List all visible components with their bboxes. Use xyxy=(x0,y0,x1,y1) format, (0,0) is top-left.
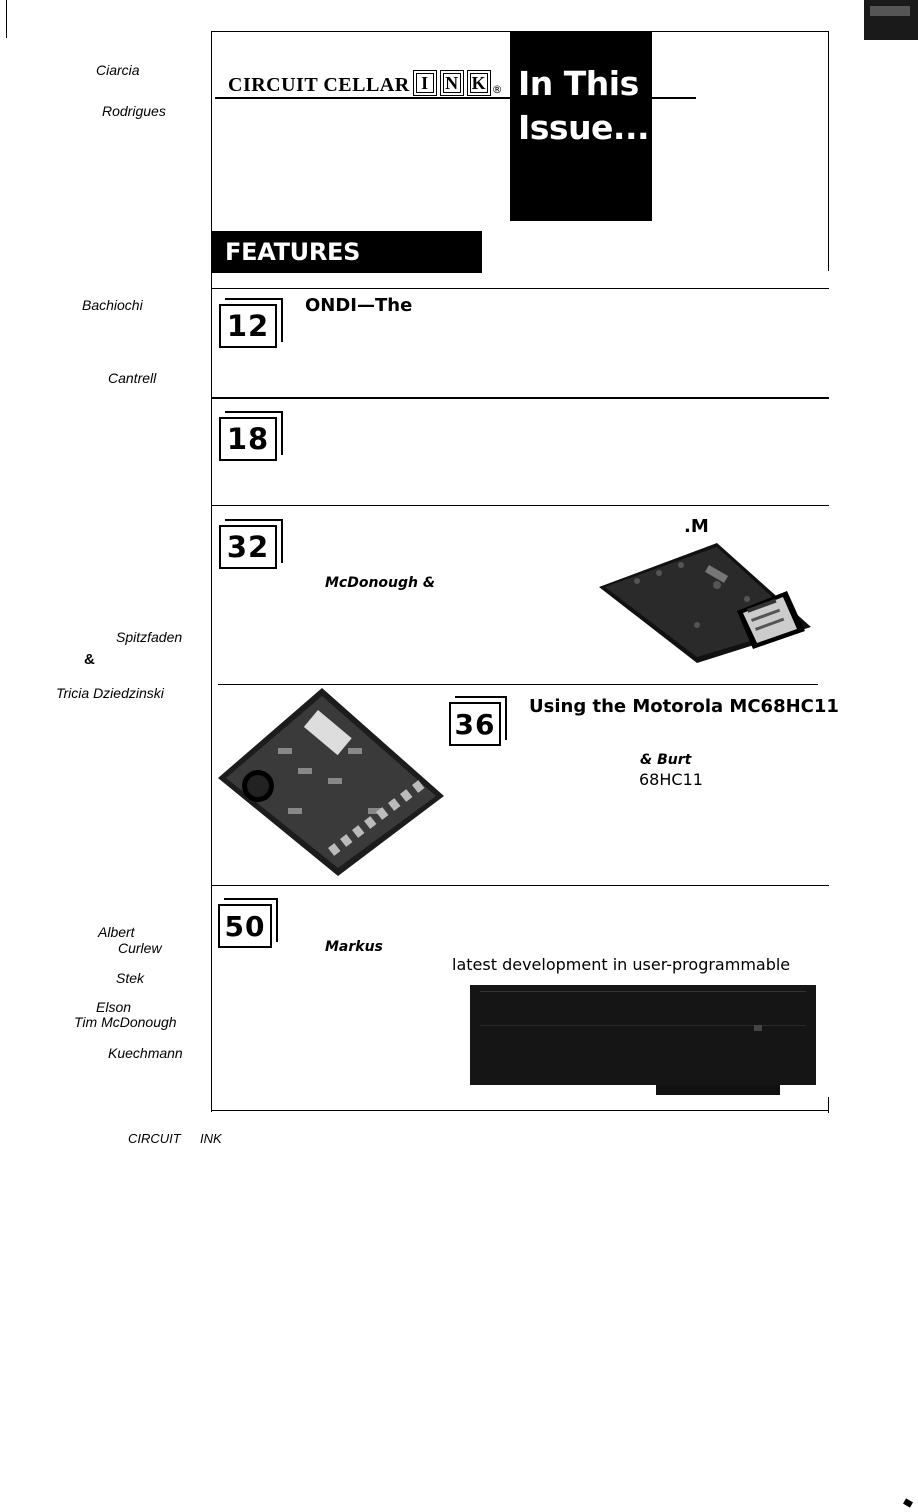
logo-text: CIRCUIT CELLAR xyxy=(228,74,410,96)
issue-title-line2: Issue... xyxy=(518,108,650,147)
article-12-title: ONDI—The xyxy=(305,295,413,316)
registered-mark: ® xyxy=(491,83,503,96)
separator-1 xyxy=(211,288,829,289)
article-50-text: latest development in user-programmable xyxy=(452,955,791,974)
page-edge-mark xyxy=(6,0,7,38)
sidebar-name-kuechmann: Kuechmann xyxy=(108,1045,183,1061)
separator-3 xyxy=(211,505,829,506)
page-corner-mark xyxy=(903,1498,913,1507)
sidebar-name-elson: Elson xyxy=(96,999,132,1015)
features-banner-label: FEATURES xyxy=(225,238,361,266)
article-18-number: 18 xyxy=(219,417,277,461)
sidebar-name-ciarcia: Ciarcia xyxy=(96,62,140,78)
article-36-author: & Burt xyxy=(640,752,692,768)
article-36-title: Using the Motorola MC68HC11 xyxy=(529,696,839,717)
circuit-board-image-32 xyxy=(597,535,813,663)
sidebar-name-spitzfaden: Spitzfaden xyxy=(116,629,183,645)
sidebar-name-albert: Albert xyxy=(98,924,135,940)
features-banner xyxy=(211,231,482,273)
article-36-number: 36 xyxy=(449,702,501,746)
frame-right-rule-top xyxy=(828,31,829,271)
circuit-cellar-logo xyxy=(228,68,503,96)
article-32-number: 32 xyxy=(219,525,277,569)
article-50-author: Markus xyxy=(325,939,383,955)
footer-ink: INK xyxy=(200,1131,222,1146)
corner-tab xyxy=(864,0,918,40)
article-32-fragment: .M xyxy=(684,516,709,537)
sidebar-name-rodrigues: Rodrigues xyxy=(102,103,166,119)
separator-4 xyxy=(218,684,818,685)
logo-box-k: K xyxy=(467,70,491,96)
sidebar-name-mcdonough: Tim McDonough xyxy=(74,1014,177,1030)
frame-left-rule xyxy=(211,31,212,1112)
logo-box-i: I xyxy=(413,70,437,96)
circuit-board-image-36 xyxy=(218,688,446,878)
article-32-author: McDonough & xyxy=(325,575,436,591)
separator-5 xyxy=(211,885,829,886)
masthead-underline-right xyxy=(651,97,696,99)
expansion-card-image-50 xyxy=(470,985,816,1085)
sidebar-name-dziedzinski: Tricia Dziedzinski xyxy=(56,685,164,701)
article-36-text: 68HC11 xyxy=(639,770,703,789)
sidebar-name-stek: Stek xyxy=(116,970,145,986)
in-this-issue-block xyxy=(510,31,652,221)
sidebar-name-curlew: Curlew xyxy=(118,940,162,956)
logo-box-n: N xyxy=(440,70,464,96)
separator-2 xyxy=(211,397,829,399)
sidebar-name-bachiochi: Bachiochi xyxy=(82,297,143,313)
frame-bottom-rule xyxy=(211,1110,829,1111)
sidebar-ampersand: & xyxy=(84,651,95,668)
article-50-number: 50 xyxy=(218,904,272,948)
article-12-number: 12 xyxy=(219,304,277,348)
masthead-underline-left xyxy=(215,97,511,99)
issue-title-line1: In This xyxy=(518,64,639,103)
sidebar-name-cantrell: Cantrell xyxy=(108,370,157,386)
footer-circuit: CIRCUIT xyxy=(128,1131,181,1146)
